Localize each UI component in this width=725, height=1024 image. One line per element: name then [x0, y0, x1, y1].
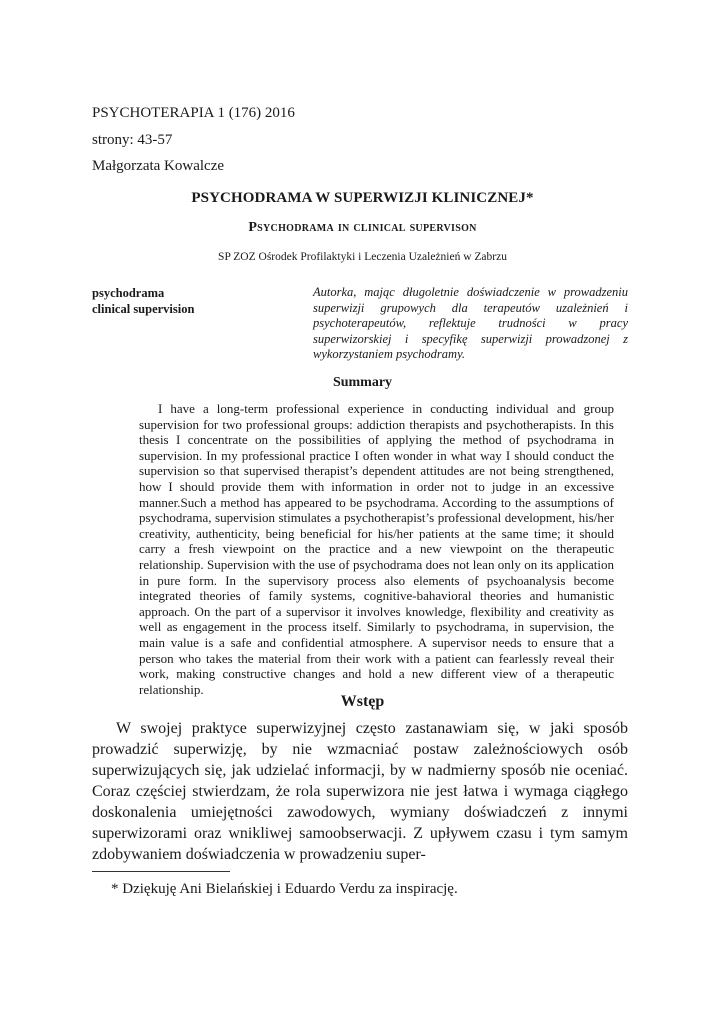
introduction-text: W swojej praktyce superwizyjnej często zastanawiam się, w jaki sposób prowadzić superwizję, by nie wzmacniać postaw zależnościowych osób superwizujących się, jak udzielać informacji, by w nadmierny sposób nie oceniać. Coraz częściej stwierdzam, że rola superwizora nie jest łatwa i wymaga ciągłego doskonalenia umiejętności zawodowych, wymiany doświadczeń z innymi superwizorami oraz wnikliwej samoobserwacji. Z upływem czasu i tym samym zdobywaniem doświadczenia w prowadzeniu super- — [92, 720, 628, 863]
journal-citation: PSYCHOTERAPIA 1 (176) 2016 — [92, 105, 295, 121]
summary-heading: Summary — [332, 375, 393, 390]
introduction-heading: Wstęp — [340, 693, 385, 710]
keyword: clinical supervision — [92, 302, 195, 316]
article-title-polish: PSYCHODRAMA W SUPERWIZJI KLINICZNEJ* — [191, 190, 534, 206]
page-range: strony: 43-57 — [92, 132, 173, 148]
footnote: * Dziękuję Ani Bielańskiej i Eduardo Verdu za inspirację. — [111, 881, 458, 897]
abstract-polish: Autorka, mając długoletnie doświadczenie w prowadzeniu superwizji grupowych dla terapeutów uzależnień i psychoterapeutów, reflektuje trudności w pracy superwizorskiej i specyfikę superwizji prowadzonej z wykorzystaniem psychodramy. — [313, 285, 628, 361]
keywords-list — [92, 285, 194, 317]
author-affiliation: SP ZOZ Ośrodek Profilaktyki i Leczenia Uzależnień w Zabrzu — [218, 251, 507, 263]
keyword: psychodrama — [92, 286, 165, 300]
article-title-english: Psychodrama in clinical supervison — [248, 220, 477, 235]
summary-text: I have a long-term professional experience in conducting individual and group supervision for two professional groups: addiction therapists and psychotherapists. In this thesis I concentrate on the possibilities of applying the method of psychodrama in supervision. In my professional practice I often wonder in what way I should conduct the supervision so that supervised therapist’s dependent attitudes are not being strengthened, how I should provide them with information in order not to judge in an excessive manner.Such a method has appeared to be psychodrama. According to the assumptions of psychodrama, supervision stimulates a psychotherapist’s professional development, his/her creativity, authenticity, being beneficial for his/her patients at the same time; it should carry a fresh viewpoint on the practice and a new viewpoint on the therapeutic relationship. Supervision with the use of psychodrama does not lean only on its application in pure form. In the supervisory process also elements of psychoanalysis become integrated theories of family systems, cognitive-bahavioral theories and humanistic approach. On the part of a supervisor it involves knowledge, flexibility and creativity as well as engagement in the process itself. Similarly to psychodrama, in supervision, the main value is a safe and confidential atmosphere. A supervisor needs to ensure that a person who takes the material from their work with a patient can fearlessly reveal their work, making constructive changes and hold a new different view of a therapeutic relationship. — [139, 401, 614, 697]
footnote-divider — [92, 871, 230, 872]
author-name: Małgorzata Kowalcze — [92, 158, 225, 174]
